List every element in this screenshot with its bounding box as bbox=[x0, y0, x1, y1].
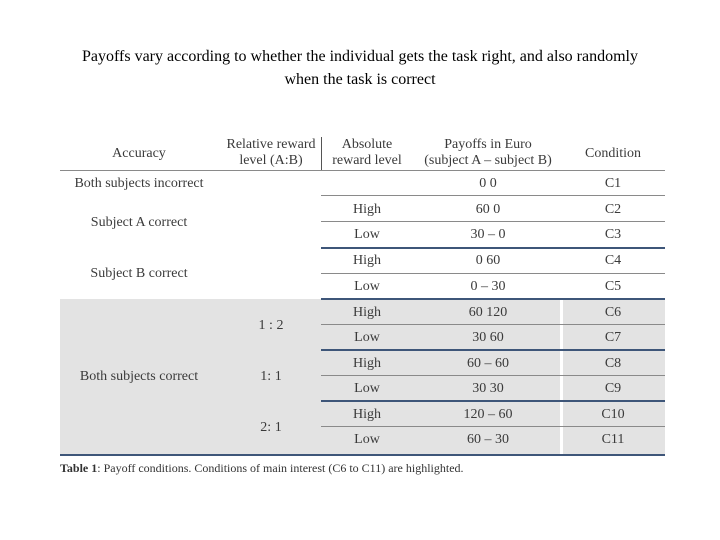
row-c7-payoff: 30 60 bbox=[472, 330, 504, 345]
header-condition: Condition bbox=[584, 146, 642, 161]
caption-text: : Payoff conditions. Conditions of main interest (C6 to C11) are highlighted. bbox=[97, 461, 464, 475]
header-absolute-line-2: reward level bbox=[332, 153, 402, 168]
header-rule bbox=[60, 170, 665, 171]
row-c6-payoff: 60 120 bbox=[468, 305, 508, 320]
row-c4-absolute: High bbox=[353, 253, 381, 268]
row-c2-payoff: 60 0 bbox=[475, 202, 501, 217]
row-c5-payoff: 0 – 30 bbox=[470, 279, 506, 294]
row-c5-absolute: Low bbox=[354, 279, 380, 294]
row-c10-absolute: High bbox=[353, 407, 381, 422]
row-c5-condition: C5 bbox=[604, 279, 622, 294]
row-c1-condition: C1 bbox=[604, 176, 622, 191]
row-c11-absolute: Low bbox=[354, 432, 380, 447]
row-c7-condition: C7 bbox=[604, 330, 622, 345]
slide-title bbox=[0, 45, 720, 91]
row-rule bbox=[321, 426, 665, 427]
row-c8-payoff: 60 – 60 bbox=[467, 356, 509, 371]
relative-level-1-2: 1 : 2 bbox=[258, 318, 284, 333]
row-c2-condition: C2 bbox=[604, 202, 622, 217]
row-c10-payoff: 120 – 60 bbox=[463, 407, 513, 422]
table-caption bbox=[60, 461, 464, 476]
row-c3-absolute: Low bbox=[354, 227, 380, 242]
row-c6-absolute: High bbox=[353, 305, 381, 320]
row-c6-condition: C6 bbox=[604, 305, 622, 320]
row-c11-condition: C11 bbox=[601, 432, 625, 447]
row-c8-absolute: High bbox=[353, 356, 381, 371]
caption-label: Table 1 bbox=[60, 461, 98, 475]
title-line-1: Payoffs vary according to whether the individual gets the task right, and also randomly bbox=[81, 48, 638, 65]
relative-level-2-1: 2: 1 bbox=[260, 420, 282, 435]
title-line-2: when the task is correct bbox=[284, 71, 436, 88]
row-c9-condition: C9 bbox=[604, 381, 622, 396]
header-absolute-line-1: Absolute bbox=[341, 137, 393, 152]
header-relative-line-2: level (A:B) bbox=[239, 153, 303, 168]
relative-level-1-1: 1: 1 bbox=[260, 369, 282, 384]
row-rule bbox=[321, 324, 665, 325]
header-payoffs-line-2: (subject A – subject B) bbox=[424, 153, 552, 168]
row-c3-payoff: 30 – 0 bbox=[470, 227, 506, 242]
row-c4-payoff: 0 60 bbox=[475, 253, 501, 268]
bottom-rule bbox=[60, 454, 665, 456]
accuracy-both-incorrect: Both subjects incorrect bbox=[74, 176, 204, 191]
highlight-divider bbox=[560, 299, 563, 455]
header-payoffs-line-1: Payoffs in Euro bbox=[444, 137, 532, 152]
row-rule bbox=[321, 375, 665, 376]
payoff-table bbox=[60, 137, 665, 455]
row-c2-absolute: High bbox=[353, 202, 381, 217]
row-rule bbox=[321, 400, 665, 402]
row-c1-payoff: 0 0 bbox=[479, 176, 497, 191]
row-c4-condition: C4 bbox=[604, 253, 622, 268]
accuracy-subject-b-correct: Subject B correct bbox=[90, 266, 188, 281]
row-c3-condition: C3 bbox=[604, 227, 622, 242]
row-c8-condition: C8 bbox=[604, 356, 622, 371]
accuracy-subject-a-correct: Subject A correct bbox=[90, 215, 188, 230]
row-rule bbox=[321, 349, 665, 351]
row-c10-condition: C10 bbox=[601, 407, 625, 422]
row-rule bbox=[321, 247, 665, 249]
header-divider bbox=[321, 137, 322, 170]
row-c9-absolute: Low bbox=[354, 381, 380, 396]
row-rule bbox=[321, 273, 665, 274]
row-c11-payoff: 60 – 30 bbox=[467, 432, 509, 447]
header-relative-line-1: Relative reward bbox=[226, 137, 316, 152]
row-rule bbox=[321, 195, 665, 196]
accuracy-both-correct: Both subjects correct bbox=[79, 369, 199, 384]
row-c7-absolute: Low bbox=[354, 330, 380, 345]
header-accuracy: Accuracy bbox=[112, 146, 166, 161]
row-rule bbox=[321, 221, 665, 222]
row-c9-payoff: 30 30 bbox=[472, 381, 504, 396]
row-rule bbox=[321, 298, 665, 300]
